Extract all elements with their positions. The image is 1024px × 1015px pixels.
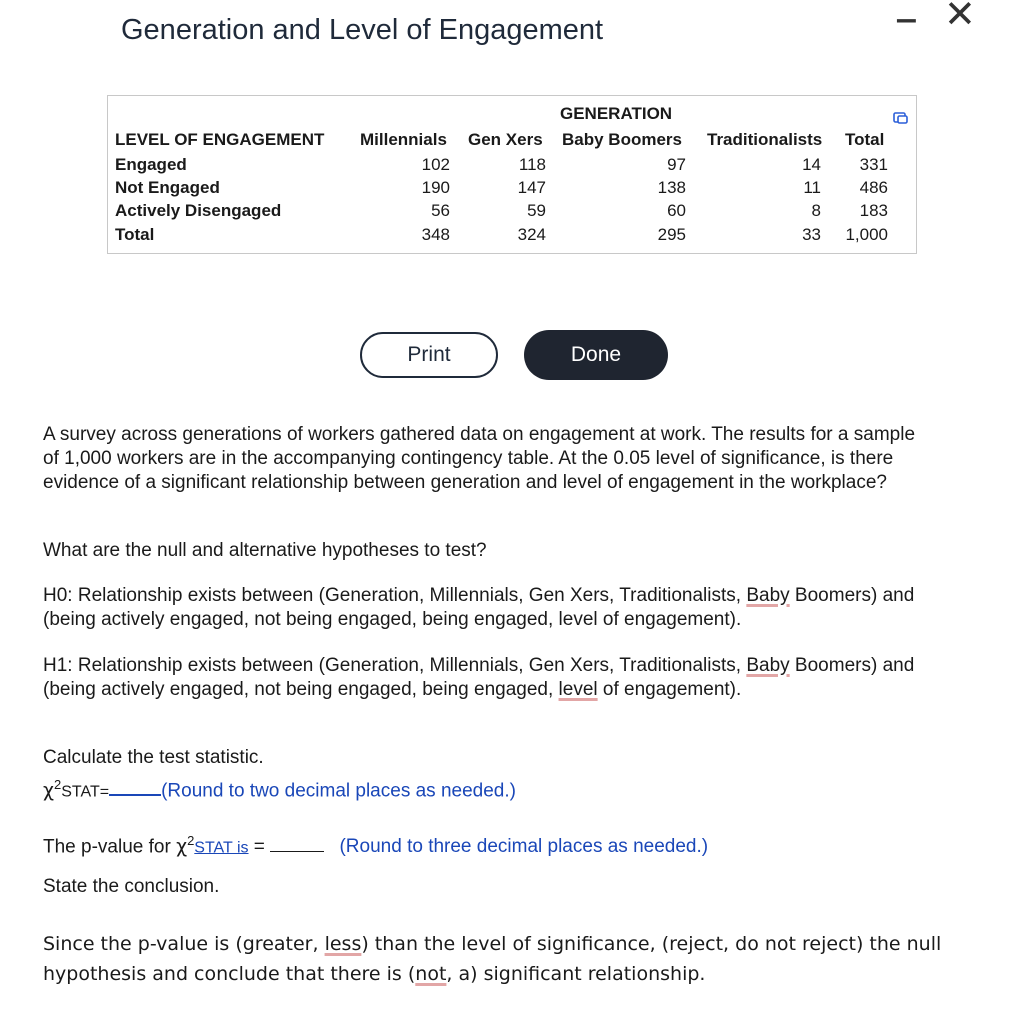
cell: 118 <box>518 155 546 174</box>
cell: 486 <box>859 178 888 197</box>
h0-underlined: Baby <box>746 585 790 606</box>
conclusion-text: , a) significant relationship. <box>446 963 706 985</box>
row-label: Not Engaged <box>115 178 220 197</box>
row-label: Engaged <box>115 155 187 174</box>
alternative-hypothesis[interactable] <box>43 654 914 702</box>
intro-line: of 1,000 workers are in the accompanying contingency table. At the 0.05 level of significance, is there <box>43 448 894 469</box>
row-label: Actively Disengaged <box>115 201 282 220</box>
row-label: Total <box>115 225 155 244</box>
copy-icon[interactable] <box>893 111 909 123</box>
pvalue-line <box>43 829 708 860</box>
test-statistic-line <box>43 773 516 804</box>
question-intro <box>43 423 915 495</box>
col-header-traditionalists: Traditionalists <box>707 130 823 149</box>
conclusion-underlined: not <box>415 963 447 985</box>
cell: 138 <box>657 178 686 197</box>
h1-underlined: Baby <box>746 655 790 676</box>
cell: 102 <box>421 155 450 174</box>
cell: 11 <box>803 178 821 197</box>
close-icon[interactable]: ✕ <box>944 0 976 36</box>
stat-answer-input[interactable] <box>109 794 161 796</box>
h1-text: of engagement). <box>597 679 742 700</box>
h1-text: (being actively engaged, not being engaged, being engaged, <box>43 679 559 700</box>
h1-text: H1: Relationship exists between (Generation, Millennials, Gen Xers, Traditionalists, <box>43 655 747 676</box>
minimize-icon[interactable]: ‒ <box>897 0 916 38</box>
pvalue-hint: (Round to three decimal places as needed.) <box>339 836 709 858</box>
cell: 190 <box>421 178 450 197</box>
hypotheses-prompt: What are the null and alternative hypotheses to test? <box>43 540 487 561</box>
h0-text: H0: Relationship exists between (Generation, Millennials, Gen Xers, Traditionalists, <box>43 585 747 606</box>
superscript: 2 <box>53 777 62 792</box>
cell: 8 <box>811 201 821 220</box>
stat-label: STAT= <box>61 783 110 801</box>
pvalue-stat-label: STAT is <box>194 839 249 857</box>
h0-text: (being actively engaged, not being engaged, being engaged, level of engagement). <box>43 609 742 630</box>
row-header: LEVEL OF ENGAGEMENT <box>115 130 325 149</box>
cell: 59 <box>527 201 546 220</box>
conclusion-text: Since the p-value is (greater, <box>43 933 325 955</box>
cell: 97 <box>667 155 686 174</box>
cell: 60 <box>667 201 686 220</box>
col-header-gen-xers: Gen Xers <box>468 130 543 149</box>
conclusion-prompt: State the conclusion. <box>43 876 220 897</box>
cell: 295 <box>657 225 686 244</box>
col-header-millennials: Millennials <box>360 130 447 149</box>
h1-text: Boomers) and <box>789 655 915 676</box>
h1-underlined: level <box>558 679 598 700</box>
conclusion-text: ) than the level of significance, (reject, do not reject) the null <box>361 933 942 955</box>
cell: 348 <box>421 225 450 244</box>
intro-line: evidence of a significant relationship between generation and level of engagement in the workplace? <box>43 472 887 493</box>
contingency-table <box>107 95 917 254</box>
cell: 1,000 <box>845 225 888 244</box>
cell: 33 <box>802 225 821 244</box>
pvalue-label: The p-value for <box>43 836 177 858</box>
chi-symbol: χ <box>43 779 54 802</box>
conclusion-statement[interactable] <box>43 929 941 989</box>
h0-text: Boomers) and <box>789 585 915 606</box>
pvalue-answer-input[interactable] <box>270 851 324 852</box>
conclusion-underlined: less <box>324 933 362 955</box>
cell: 331 <box>859 155 888 174</box>
cell: 324 <box>517 225 546 244</box>
superscript: 2 <box>187 833 195 848</box>
null-hypothesis[interactable] <box>43 584 914 632</box>
cell: 56 <box>431 201 450 220</box>
cell: 147 <box>517 178 546 197</box>
col-header-baby-boomers: Baby Boomers <box>562 130 682 149</box>
conclusion-text: hypothesis and conclude that there is ( <box>43 963 416 985</box>
generation-group-header: GENERATION <box>560 104 673 123</box>
pvalue-eq: = <box>248 836 265 858</box>
cell: 183 <box>859 201 888 220</box>
cell: 14 <box>802 155 821 174</box>
window-title: Generation and Level of Engagement <box>121 14 604 46</box>
print-button[interactable]: Print <box>360 332 498 378</box>
chi-symbol: χ <box>176 835 188 858</box>
col-header-total: Total <box>845 130 885 149</box>
intro-line: A survey across generations of workers gathered data on engagement at work. The results for a sample <box>43 424 916 445</box>
stat-hint: (Round to two decimal places as needed.) <box>161 780 516 802</box>
done-button[interactable]: Done <box>524 330 668 380</box>
calc-prompt: Calculate the test statistic. <box>43 747 264 768</box>
